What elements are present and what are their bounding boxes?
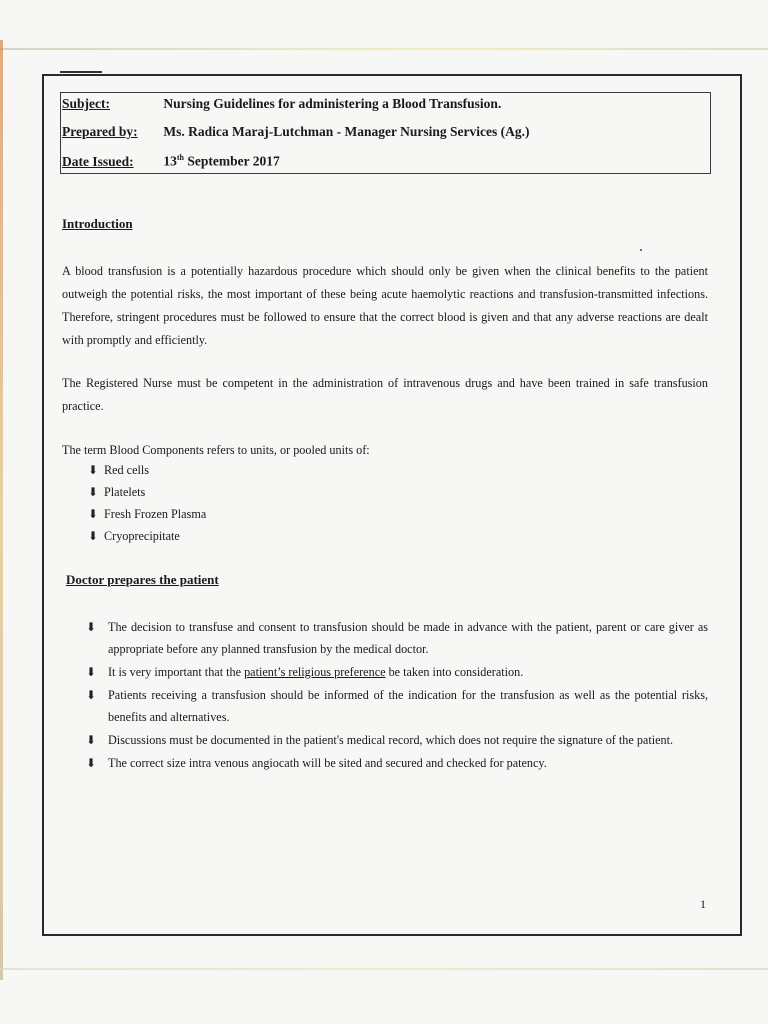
date-issued-row	[62, 153, 280, 170]
list-item: ⬇︎ Fresh Frozen Plasma	[88, 503, 206, 525]
list-item: ⬇︎ It is very important that the patient’s religious preference be taken into consideration.	[86, 661, 708, 683]
subject-value: Nursing Guidelines for administering a Blood Transfusion.	[163, 96, 502, 111]
list-item: ⬇︎ Cryoprecipitate	[88, 525, 206, 547]
date-day: 13	[163, 153, 177, 169]
down-arrow-bullet-icon: ⬇︎	[88, 463, 99, 477]
religious-preference-text: patient’s religious preference	[244, 665, 386, 679]
doctor-prepares-list	[86, 616, 708, 775]
list-item: ⬇︎ The correct size intra venous angiocath will be sited and secured and checked for patency.	[86, 752, 708, 774]
corner-mark	[60, 71, 102, 73]
down-arrow-bullet-icon: ⬇︎	[86, 733, 97, 747]
list-item: ⬇︎ Red cells	[88, 459, 206, 481]
prepared-by-value: Ms. Radica Maraj-Lutchman - Manager Nursing Services (Ag.)	[163, 124, 530, 139]
down-arrow-bullet-icon: ⬇︎	[86, 620, 97, 634]
subject-row	[62, 96, 501, 112]
down-arrow-bullet-icon: ⬇︎	[86, 756, 97, 770]
prepared-by-label: Prepared by:	[62, 124, 138, 139]
blood-components-list	[88, 459, 206, 547]
down-arrow-bullet-icon: ⬇︎	[86, 688, 97, 702]
down-arrow-bullet-icon: ⬇︎	[86, 665, 97, 679]
subject-label: Subject:	[62, 96, 110, 111]
introduction-paragraph-1: A blood transfusion is a potentially hazardous procedure which should only be given when the clinical benefits to the patient outweigh the potential risks, the most important of these being acute haemolytic reactions and transfusion-transmitted infections. Therefore, stringent procedures must be followed to ensure that the correct blood is given and that any adverse reactions are dealt with promptly and efficiently.	[62, 264, 708, 347]
scan-left-edge	[0, 40, 3, 980]
down-arrow-bullet-icon: ⬇︎	[88, 507, 99, 521]
date-issued-value	[163, 153, 279, 170]
list-item: ⬇︎ Platelets	[88, 481, 206, 503]
date-suffix: th	[176, 153, 184, 162]
introduction-paragraph-2: The Registered Nurse must be competent in the administration of intravenous drugs and have been trained in safe transfusion practice.	[62, 376, 708, 413]
date-rest: September 2017	[184, 153, 280, 169]
doctor-prepares-heading: Doctor prepares the patient	[66, 572, 219, 587]
page-number: 1	[700, 897, 706, 911]
list-item: ⬇︎ Patients receiving a transfusion should be informed of the indication for the transfusion as well as the potential risks, benefits and alternatives.	[86, 684, 708, 728]
date-issued-label: Date Issued:	[62, 153, 134, 169]
down-arrow-bullet-icon: ⬇︎	[88, 529, 99, 543]
prepared-by-row	[62, 124, 529, 140]
list-item: ⬇︎ The decision to transfuse and consent to transfusion should be made in advance with the patient, parent or care giver as appropriate before any planned transfusion by the medical doctor.	[86, 616, 708, 660]
introduction-heading: Introduction	[62, 216, 133, 231]
scan-top-edge	[0, 48, 768, 50]
list-item: ⬇︎ Discussions must be documented in the patient's medical record, which does not require the signature of the patient.	[86, 729, 708, 751]
introduction-paragraph-3: The term Blood Components refers to units, or pooled units of:	[62, 443, 370, 457]
scan-bottom-edge	[0, 968, 768, 970]
down-arrow-bullet-icon: ⬇︎	[88, 485, 99, 499]
stray-mark	[640, 249, 642, 251]
